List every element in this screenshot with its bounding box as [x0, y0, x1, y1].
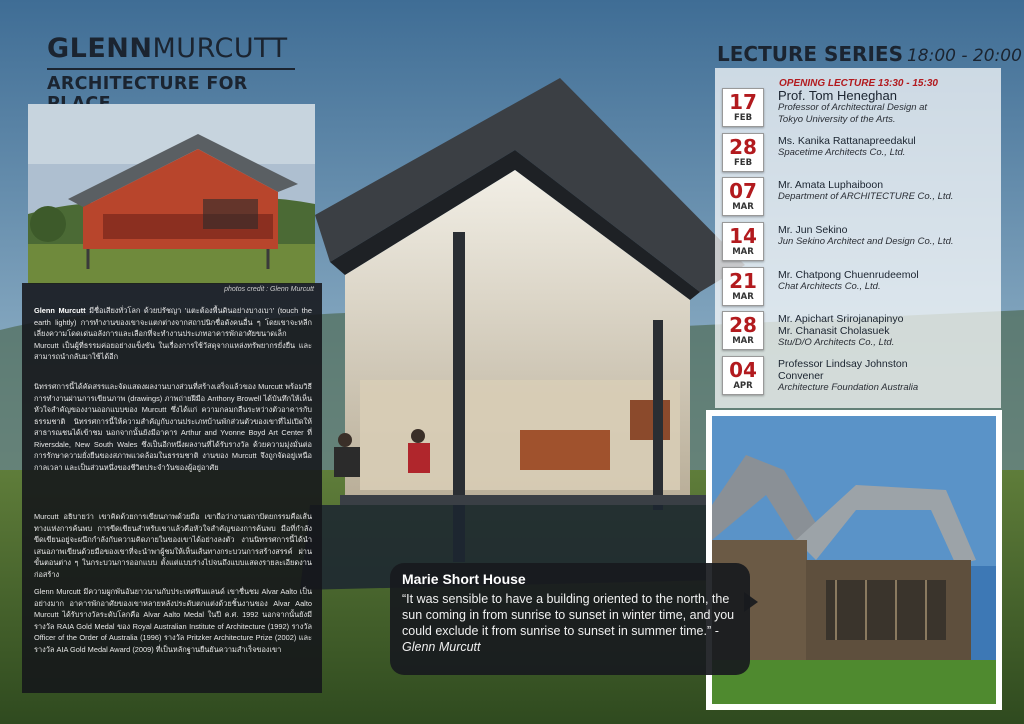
speaker-name: Mr. Jun Sekino [778, 224, 848, 236]
lecture-info [778, 90, 1003, 125]
speaker-name: Mr. Chatpong Chuenrudeemol [778, 269, 919, 281]
speaker-name: Mr. Chanasit Cholasuek [778, 325, 890, 337]
speaker-name: Mr. Apichart Srirojanapinyo [778, 313, 904, 325]
marie-short-house-photo [706, 410, 1002, 710]
lecture-series-time: 18:00 - 20:00 [906, 46, 1022, 66]
lecture-item [722, 311, 992, 351]
speaker-org: Stu/D/O Architects Co., Ltd. [778, 337, 895, 348]
title-block [47, 34, 297, 114]
speaker-name: Ms. Kanika Rattanapreedakul [778, 135, 916, 147]
date-badge: 21 MAR [722, 267, 764, 306]
date-badge: 07 MAR [722, 177, 764, 216]
poster-title: GLENNMURCUTT [47, 33, 288, 64]
bio-paragraph-1: Glenn Murcutt มีชื่อเสียงทั่วโลก ด้วยปรัชญา 'แตะต้องพื้นดินอย่างบางเบา' (touch the earth lightly) การทำงานของเขาจะแตกต่างจากสถาปนิกชื่อดังคนอื่น ๆ โดยเขาจะหลีกเลี่ยงความโดดเด่นอลังการและเลือกที่จะทำงานประเภทอาคารพักอาศัยขนาดเล็ก Murcutt เป็นผู้ที่ธรรมค่อยอย่างแข็งขัน ในเรื่องการใช้วัสดุจากแหล่งทรัพยากรยั่งยืน และสามารถนำกลับมาใช้ได้อีก [34, 306, 312, 361]
quote-title: Marie Short House [402, 571, 526, 587]
lecture-item [722, 267, 992, 307]
lecture-info [778, 224, 1003, 248]
title-rule [47, 68, 295, 70]
speaker-org: Chat Architects Co., Ltd. [778, 281, 881, 292]
lecture-item [722, 177, 992, 217]
bio-panel [22, 283, 322, 693]
lecture-item [722, 88, 992, 128]
speaker-org: Architecture Foundation Australia [778, 382, 919, 393]
date-badge: 28 MAR [722, 311, 764, 350]
photo-credit: photos credit : Glenn Murcutt [224, 286, 314, 293]
bio-paragraph-3: Murcutt อธิบายว่า เขาคิดด้วยการเขียนภาพด้วยมือ เขาถือว่างานสถาปัตยกรรมคือเส้นทางแห่งการค้นพบ การขีดเขียนสำหรับเขาแล้วคือหัวใจสำคัญของการค้นพบ มือที่กำลังขีดเขียนอยู่จะผนึกกำลังกับความคิดภายในของเขาได้อย่างลงตัว งานนิทรรศการนี้ได้นำเสนอภาพเขียนด้วยมือของเขาที่จะนำพาผู้ชมให้เห็นเส้นทางกระบวนการสร้างสรรค์ ผ่านขั้นตอนต่าง ๆ ในกระบวนการออกแบบ ตั้งแต่แบบร่างไปจนถึงแบบแสดงรายละเอียดงานก่อสร้าง [34, 512, 312, 579]
red-house-photo [28, 104, 315, 284]
date-badge: 28 FEB [722, 133, 764, 172]
speaker-name: Prof. Tom Heneghan [778, 88, 897, 103]
quote-text: “It was sensible to have a building oriented to the north, the sun coming in from sunrise to sunset in winter time, and you could exclude it from sunrise to sunset in summer time.” - Glenn Murcutt [402, 592, 735, 654]
speaker-name: Professor Lindsay Johnston [778, 358, 908, 370]
date-badge: 14 MAR [722, 222, 764, 261]
lecture-info [778, 179, 1003, 203]
quote-bubble [390, 563, 750, 675]
speaker-org: Department of ARCHITECTURE Co., Ltd. [778, 191, 954, 202]
lecture-info [778, 313, 1003, 349]
lecture-series-title: LECTURE SERIES [717, 42, 903, 66]
speaker-org: Spacetime Architects Co., Ltd. [778, 147, 906, 158]
quote-author: - Glenn Murcutt [402, 624, 719, 654]
speaker-org: Jun Sekino Architect and Design Co., Ltd. [778, 236, 954, 247]
lecture-info [778, 358, 1003, 394]
lecture-item [722, 222, 992, 262]
speaker-name: Mr. Amata Luphaiboon [778, 179, 884, 191]
speaker-role: Convener [778, 370, 824, 382]
lecture-info [778, 269, 1003, 293]
speaker-org: Professor of Architectural Design at [778, 102, 928, 113]
lecture-series-heading [717, 42, 1022, 66]
speaker-org: Tokyo University of the Arts. [778, 113, 896, 125]
lecture-item [722, 356, 992, 396]
bio-paragraph-4: Glenn Murcutt มีความผูกพันอันยาวนานกับประเทศฟินแลนด์ เขาชื่นชม Alvar Aalto เป็นอย่างมาก อาคารพักอาศัยของเขาหลายหลังประดับตกแต่งด้วยชิ้นงานของ Alvar Aalto Murcutt ได้รับรางวัลระดับโลกคือ Alvar Aalto Medal ในปี ค.ศ. 1992 นอกจากนั้นยังมีรางวัล RAIA Gold Medal ของ Royal Australian Institute of Architecture (1992) รางวัล Officer of the Order of Australia (1996) รางวัล Pritzker Architecture Prize (2002) และรางวัล AIA Gold Medal Award (2009) ที่เป็นหลักฐานยืนยันความสำเร็จของเขา [34, 587, 312, 654]
opening-lecture-label: OPENING LECTURE 13:30 - 15:30 [779, 78, 938, 89]
poster-subtitle: ARCHITECTURE FOR [47, 74, 248, 94]
date-badge: 17 FEB [722, 88, 764, 127]
bio-paragraph-2: นิทรรศการนี้ได้คัดสรรและจัดแสดงผลงานบางส่วนที่สร้างเสร็จแล้วของ Murcutt พร้อมวิธีการทำงานผ่านการเขียนภาพ (drawings) ภาพถ่ายฝีมือ Anthony Browell ได้บันทึกให้เห็นหัวใจสำคัญของงานออกแบบของ Murcutt ซึ่งได้แก่ ความกลมกลืนระหว่างตัวอาคารกับธรรมชาติ นิทรรศการนี้ให้ความสำคัญกับงานประเภทบ้านพักส่วนตัวของเขาที่ไม่เปิดให้สาธารณชนได้เข้าชม นอกจากนั้นยังมีอาคาร Arthur and Yvonne Boyd Art Center ที่ Riversdale, New South Wales ซึ่งเป็นอีกหนึ่งผลงานที่ได้รับรางวัล ด้วยความมุ่งมั่นต่อการรักษาความยั่งยืนของสภาพแวดล้อมในธรรมชาติ งานของ Murcutt จึงถูกจัดอยู่เหนือกาลเวลา และเป็นส่วนหนึ่งของชีวิตประจำวันของผู้อยู่อาศัย [34, 382, 312, 472]
date-badge: 04 APR [722, 356, 764, 395]
lecture-info [778, 135, 1003, 159]
lecture-item [722, 133, 992, 173]
